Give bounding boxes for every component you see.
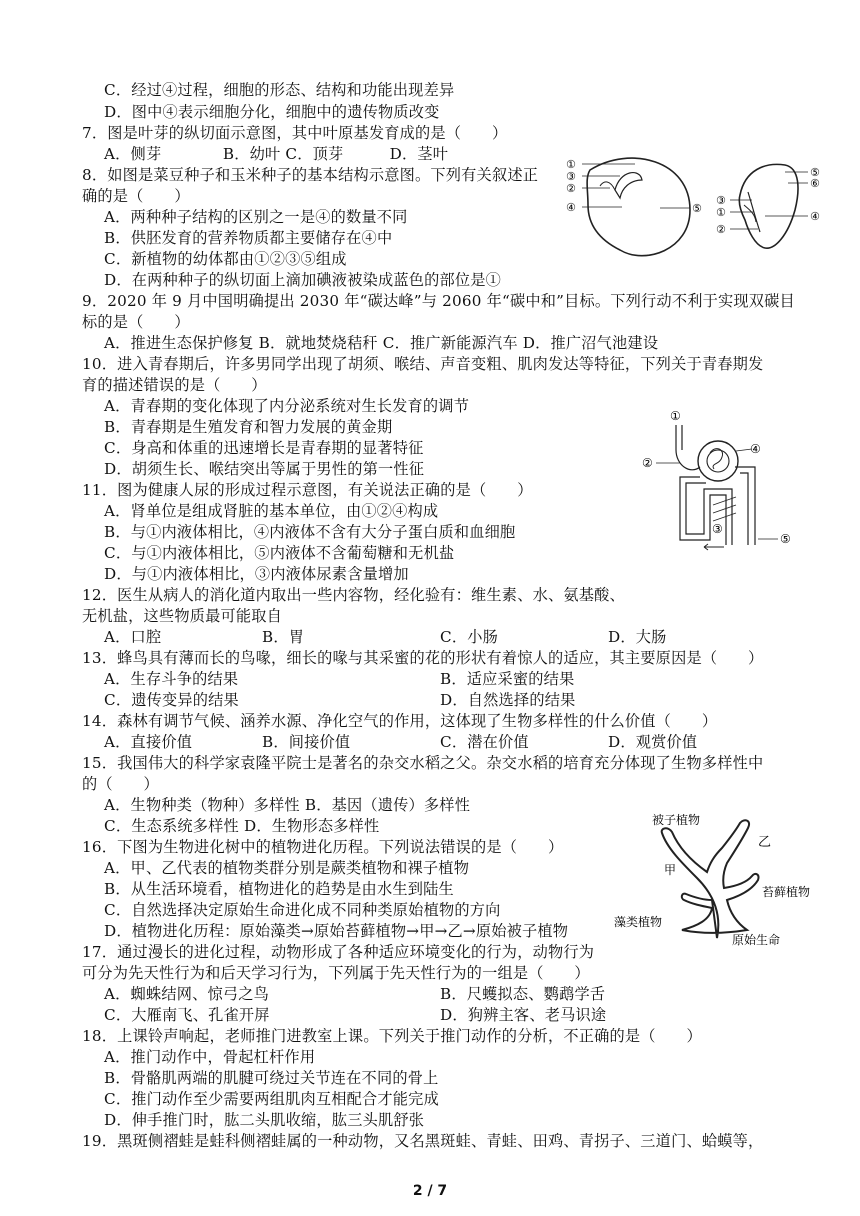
question-13: 13．蜂鸟具有薄而长的鸟喙，细长的喙与其采蜜的花的形状有着惊人的适应，其主要原因是（ ）	[82, 649, 764, 667]
question-12-option-c: C．小肠	[440, 628, 498, 646]
question-14-option-a: A．直接价值	[104, 733, 193, 751]
question-7: 7．图是叶芽的纵切面示意图，其中叶原基发育成的是（ ）	[82, 124, 508, 142]
question-10-option-c: C．身高和体重的迅速增长是青春期的显著特征	[104, 439, 424, 457]
question-11-option-c: C．与①内液体相比，⑤内液体不含葡萄糖和无机盐	[104, 544, 455, 562]
question-18-option-b: B．骨骼肌两端的肌腱可绕过关节连在不同的骨上	[104, 1069, 439, 1087]
seed-label-5: ⑤	[692, 202, 702, 215]
question-11: 11．图为健康人尿的形成过程示意图，有关说法正确的是（ ）	[82, 481, 533, 499]
question-8-option-d: D．在两种种子的纵切面上滴加碘液被染成蓝色的部位是①	[104, 271, 502, 289]
nephron-figure	[640, 405, 800, 560]
question-18-option-c: C．推门动作至少需要两组肌肉互相配合才能完成	[104, 1090, 439, 1108]
nephron-label-4: ④	[750, 442, 761, 456]
question-14: 14．森林有调节气候、涵养水源、净化空气的作用，这体现了生物多样性的什么价值（ ）	[82, 712, 718, 730]
tree-label-jia: 甲	[664, 863, 677, 877]
question-10-line2: 育的描述错误的是（ ）	[82, 376, 267, 394]
question-11-option-d: D．与①内液体相比，③内液体尿素含量增加	[104, 565, 409, 583]
page-number: 2 / 7	[412, 1183, 448, 1199]
question-14-option-c: C．潜在价值	[440, 733, 529, 751]
question-12-option-b: B．胃	[262, 628, 305, 646]
question-17-line1: 17．通过漫长的进化过程，动物形成了各种适应环境变化的行为，动物行为	[82, 943, 595, 961]
q6-option-d: D．图中④表示细胞分化，细胞中的遗传物质改变	[104, 103, 440, 121]
seed-label-6: ⑥	[810, 177, 820, 190]
question-13-option-c: C．遗传变异的结果	[104, 691, 239, 709]
seed-label-3b: ③	[716, 194, 726, 207]
question-11-option-b: B．与①内液体相比，④内液体不含有大分子蛋白质和血细胞	[104, 523, 516, 541]
question-16-option-c: C．自然选择决定原始生命进化成不同种类原始植物的方向	[104, 901, 501, 919]
nephron-label-1: ①	[670, 409, 681, 423]
question-15-line2: 的（ ）	[82, 775, 159, 793]
question-12-line1: 12．医生从病人的消化道内取出一些内容物，经化验有：维生素、水、氨基酸、	[82, 586, 625, 604]
seed-label-4b: ④	[810, 210, 820, 223]
question-17-option-d: D．狗辨主客、老马识途	[440, 1006, 607, 1024]
tree-label-algae: 藻类植物	[614, 915, 663, 929]
seed-label-2: ②	[566, 182, 576, 195]
nephron-label-5: ⑤	[780, 532, 791, 546]
seed-label-1b: ①	[716, 206, 726, 219]
question-8-option-b: B．供胚发育的营养物质都主要储存在④中	[104, 229, 393, 247]
nephron-label-2: ②	[642, 456, 653, 470]
question-10-option-a: A．青春期的变化体现了内分泌系统对生长发育的调节	[104, 397, 470, 415]
question-8-line1: 8．如图是菜豆种子和玉米种子的基本结构示意图。下列有关叙述正	[82, 166, 539, 184]
question-13-option-a: A．生存斗争的结果	[104, 670, 239, 688]
question-17-option-b: B．尺蠖拟态、鹦鹉学舌	[440, 985, 606, 1003]
question-17-line2: 可分为先天性行为和后天学习行为，下列属于先天性行为的一组是（ ）	[82, 964, 590, 982]
seed-structure-figure	[560, 150, 830, 265]
q6-option-c: C．经过④过程，细胞的形态、结构和功能出现差异	[104, 81, 455, 99]
question-15-options-1: A．生物种类（物种）多样性 B．基因（遗传）多样性	[104, 796, 471, 814]
question-12-line2: 无机盐，这些物质最可能取自	[82, 607, 283, 625]
question-8-option-a: A．两种种子结构的区别之一是④的数量不同	[104, 208, 408, 226]
tree-label-angiosperms: 被子植物	[652, 813, 701, 827]
question-10-option-d: D．胡须生长、喉结突出等属于男性的第一性征	[104, 460, 425, 478]
seed-label-3: ③	[566, 170, 576, 183]
question-9-options: A．推进生态保护修复 B．就地焚烧秸秆 C．推广新能源汽车 D．推广沼气池建设	[104, 334, 659, 352]
question-16-option-a: A．甲、乙代表的植物类群分别是蕨类植物和裸子植物	[104, 859, 470, 877]
question-12-option-d: D．大肠	[608, 628, 667, 646]
nephron-label-3: ③	[712, 522, 723, 536]
question-13-option-b: B．适应采蜜的结果	[440, 670, 575, 688]
question-10-option-b: B．青春期是生殖发育和智力发展的黄金期	[104, 418, 393, 436]
question-16-option-d: D．植物进化历程：原始藻类→原始苔藓植物→甲→乙→原始被子植物	[104, 922, 569, 940]
question-9-line2: 标的是（ ）	[82, 313, 190, 331]
question-9-line1: 9．2020 年 9 月中国明确提出 2030 年“碳达峰”与 2060 年“碳中和”目标。下列行动不利于实现双碳目	[82, 292, 795, 310]
seed-label-4: ④	[566, 201, 576, 214]
question-8-option-c: C．新植物的幼体都由①②③⑤组成	[104, 250, 347, 268]
question-12-option-a: A．口腔	[104, 628, 162, 646]
question-13-option-d: D．自然选择的结果	[440, 691, 576, 709]
tree-label-origin: 原始生命	[732, 933, 781, 947]
seed-label-2b: ②	[716, 223, 726, 236]
question-18-option-d: D．伸手推门时，肱二头肌收缩，肱三头肌舒张	[104, 1111, 425, 1129]
question-15-options-2: C．生态系统多样性 D．生物形态多样性	[104, 817, 380, 835]
question-19: 19．黑斑侧褶蛙是蛙科侧褶蛙属的一种动物，又名黑斑蛙、青蛙、田鸡、青拐子、三道门、蛤蟆等，	[82, 1132, 764, 1150]
question-7-options: A．侧芽 B．幼叶 C．顶芽 D．茎叶	[104, 145, 449, 163]
question-11-option-a: A．肾单位是组成肾脏的基本单位，由①②④构成	[104, 502, 439, 520]
question-14-option-d: D．观赏价值	[608, 733, 698, 751]
seed-label-5b: ⑤	[810, 166, 820, 179]
question-17-option-c: C．大雁南飞、孔雀开屏	[104, 1006, 270, 1024]
tree-label-yi: 乙	[758, 835, 772, 850]
question-8-line2: 确的是（ ）	[82, 187, 190, 205]
question-18: 18．上课铃声响起，老师推门进教室上课。下列关于推门动作的分析，不正确的是（ ）	[82, 1027, 702, 1045]
plant-evolution-tree	[612, 808, 852, 948]
question-17-option-a: A．蜘蛛结网、惊弓之鸟	[104, 985, 270, 1003]
question-18-option-a: A．推门动作中，骨起杠杆作用	[104, 1048, 316, 1066]
question-14-option-b: B．间接价值	[262, 733, 351, 751]
question-16-option-b: B．从生活环境看，植物进化的趋势是由水生到陆生	[104, 880, 454, 898]
question-10-line1: 10．进入青春期后，许多男同学出现了胡须、喉结、声音变粗、肌肉发达等特征，下列关于青春期发	[82, 355, 764, 373]
tree-label-bryophytes: 苔藓植物	[762, 885, 811, 899]
seed-label-1: ①	[566, 158, 576, 171]
question-16: 16．下图为生物进化树中的植物进化历程。下列说法错误的是（ ）	[82, 838, 564, 856]
question-15-line1: 15．我国伟大的科学家袁隆平院士是著名的杂交水稻之父。杂交水稻的培育充分体现了生物多样性中	[82, 754, 764, 772]
